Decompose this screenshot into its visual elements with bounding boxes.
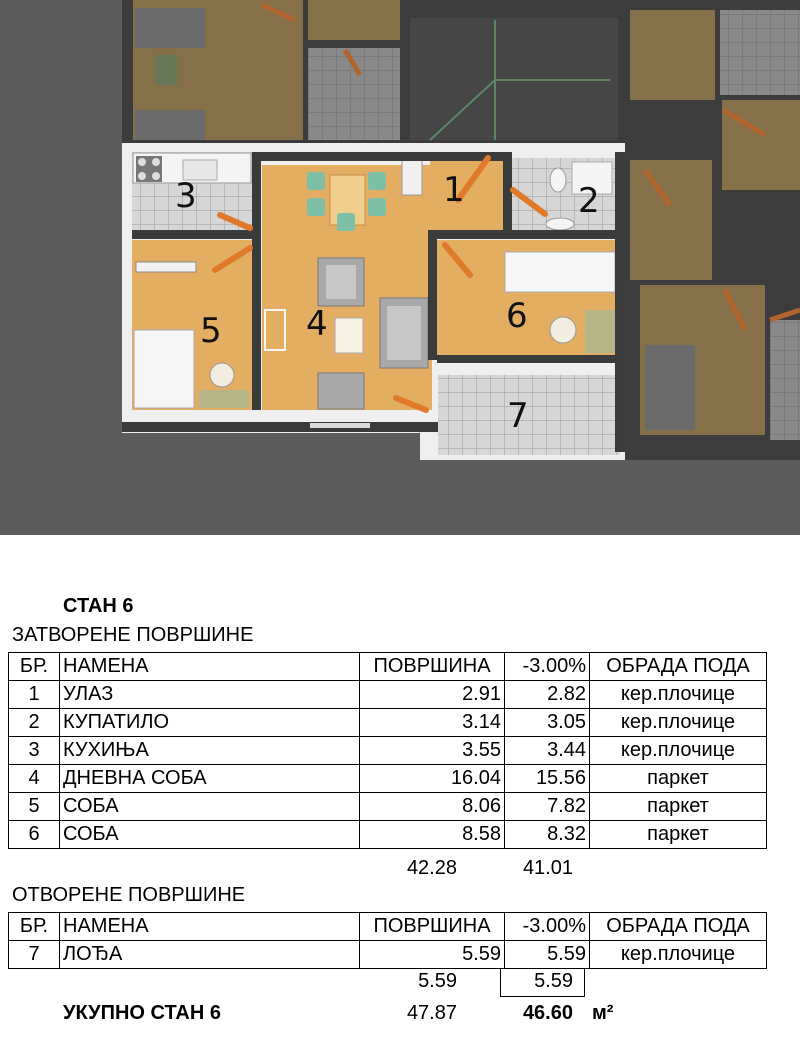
room-loggia-floor: [438, 375, 620, 455]
header-floor: ОБРАДА ПОДА: [590, 913, 767, 941]
room-label-7: 7: [507, 396, 529, 436]
open-sum-reduced: 5.59: [534, 970, 573, 992]
row-floor: паркет: [590, 765, 767, 793]
row-no: 6: [9, 821, 60, 849]
row-name: ЛОЂА: [60, 941, 360, 969]
row-name: УЛАЗ: [60, 681, 360, 709]
room-label-2: 2: [578, 181, 600, 221]
table-row: [9, 941, 767, 969]
table-row: [9, 765, 767, 793]
table-header-row: [9, 653, 767, 681]
row-floor: кер.плочице: [590, 709, 767, 737]
room-label-4: 4: [306, 304, 328, 344]
row-no: 1: [9, 681, 60, 709]
header-no: БР.: [9, 913, 60, 941]
row-name: ДНЕВНА СОБА: [60, 765, 360, 793]
row-floor: кер.плочице: [590, 737, 767, 765]
room-label-1: 1: [443, 170, 465, 210]
header-name: НАМЕНА: [60, 653, 360, 681]
header-reduced: -3.00%: [505, 913, 590, 941]
row-floor: паркет: [590, 821, 767, 849]
header-no: БР.: [9, 653, 60, 681]
row-reduced: 15.56: [505, 765, 590, 793]
closed-sum-area: 42.28: [406, 857, 457, 879]
row-reduced: 3.05: [505, 709, 590, 737]
row-reduced: 7.82: [505, 793, 590, 821]
room-label-3: 3: [175, 176, 197, 216]
closed-areas-table: [8, 652, 767, 849]
table-row: [9, 793, 767, 821]
header-reduced: -3.00%: [505, 653, 590, 681]
row-name: СОБА: [60, 793, 360, 821]
row-no: 7: [9, 941, 60, 969]
row-no: 4: [9, 765, 60, 793]
row-name: СОБА: [60, 821, 360, 849]
row-area: 8.58: [360, 821, 505, 849]
row-area: 3.55: [360, 737, 505, 765]
room-label-5: 5: [200, 311, 222, 351]
row-floor: паркет: [590, 793, 767, 821]
table-row: [9, 821, 767, 849]
grand-total-label: УКУПНО СТАН 6: [63, 1002, 221, 1024]
row-area: 8.06: [360, 793, 505, 821]
grand-total-unit: м²: [592, 1002, 614, 1024]
row-reduced: 3.44: [505, 737, 590, 765]
row-no: 2: [9, 709, 60, 737]
grand-total-area: 47.87: [406, 1002, 457, 1024]
closed-sum-reduced: 41.01: [522, 857, 573, 879]
open-sum-area: 5.59: [418, 970, 457, 992]
row-name: КУХИЊА: [60, 737, 360, 765]
closed-areas-title: ЗАТВОРЕНЕ ПОВРШИНЕ: [12, 624, 254, 646]
header-area: ПОВРШИНА: [360, 913, 505, 941]
apartment-title: СТАН 6: [63, 595, 134, 617]
row-area: 16.04: [360, 765, 505, 793]
row-no: 5: [9, 793, 60, 821]
open-areas-title: ОТВОРЕНЕ ПОВРШИНЕ: [12, 884, 246, 906]
header-floor: ОБРАДА ПОДА: [590, 653, 767, 681]
table-row: [9, 737, 767, 765]
row-area: 5.59: [360, 941, 505, 969]
open-areas-table: [8, 912, 767, 969]
row-no: 3: [9, 737, 60, 765]
row-floor: кер.плочице: [590, 681, 767, 709]
grand-total-reduced: 46.60: [522, 1002, 573, 1024]
header-name: НАМЕНА: [60, 913, 360, 941]
row-reduced: 5.59: [505, 941, 590, 969]
table-row: [9, 709, 767, 737]
row-name: КУПАТИЛО: [60, 709, 360, 737]
table-row: [9, 681, 767, 709]
table-header-row: [9, 913, 767, 941]
row-area: 2.91: [360, 681, 505, 709]
row-floor: кер.плочице: [590, 941, 767, 969]
header-area: ПОВРШИНА: [360, 653, 505, 681]
row-reduced: 8.32: [505, 821, 590, 849]
row-reduced: 2.82: [505, 681, 590, 709]
row-area: 3.14: [360, 709, 505, 737]
room-entrance-floor: [430, 160, 504, 230]
room-label-6: 6: [506, 296, 528, 336]
